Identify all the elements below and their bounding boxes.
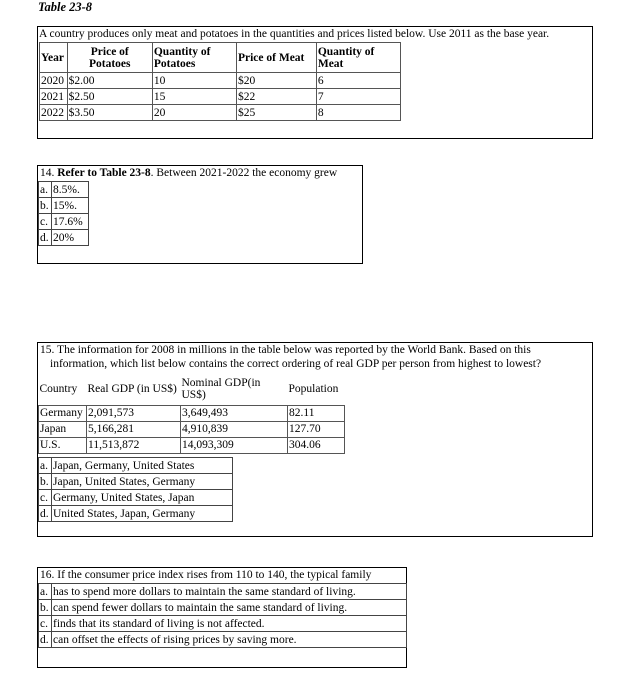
cell-year: 2020	[40, 73, 68, 89]
table-row	[39, 405, 345, 421]
table-row	[40, 73, 401, 89]
answer-option-c[interactable]	[39, 214, 89, 230]
answer-letter: b.	[39, 198, 52, 214]
cell-quantity-potatoes: 20	[152, 105, 236, 121]
answer-letter: c.	[39, 490, 52, 506]
answer-option-c[interactable]	[39, 616, 407, 632]
answer-option-a[interactable]	[39, 182, 89, 198]
cell-nominal-gdp: 3,649,493	[181, 405, 288, 421]
question-14	[37, 165, 363, 264]
answer-list	[38, 181, 89, 246]
answer-letter: d.	[39, 632, 52, 648]
answer-text: United States, Japan, Germany	[52, 506, 233, 522]
cell-country: Germany	[39, 405, 87, 421]
cell-nominal-gdp: 14,093,309	[181, 437, 288, 453]
answer-letter: c.	[39, 616, 52, 632]
table-23-8	[39, 42, 401, 121]
header-country: Country	[39, 383, 78, 396]
answer-option-b[interactable]	[39, 600, 407, 616]
table-row	[39, 421, 345, 437]
answer-text: finds that its standard of living is not affected.	[52, 616, 407, 632]
answer-option-d[interactable]	[39, 506, 233, 522]
cell-quantity-potatoes: 15	[152, 89, 236, 105]
cell-price-potatoes: $2.50	[67, 89, 152, 105]
answer-text: Germany, United States, Japan	[52, 490, 233, 506]
header-population: Population	[288, 383, 339, 396]
answer-option-a[interactable]	[39, 458, 233, 474]
answer-text: 8.5%.	[52, 182, 89, 198]
question-16	[37, 567, 407, 668]
cell-year: 2022	[40, 105, 68, 121]
gdp-table	[38, 374, 345, 454]
cell-price-meat: $20	[236, 73, 316, 89]
answer-text: 20%	[52, 230, 89, 246]
answer-text: 15%.	[52, 198, 89, 214]
answer-letter: b.	[39, 600, 52, 616]
answer-option-b[interactable]	[39, 474, 233, 490]
answer-letter: c.	[39, 214, 52, 230]
cell-price-meat: $22	[236, 89, 316, 105]
question-stem: . Between 2021-2022 the economy grew	[150, 167, 338, 179]
answer-text: can spend fewer dollars to maintain the same standard of living.	[52, 600, 407, 616]
answer-letter: a.	[39, 182, 52, 198]
question-reference: Refer to Table 23-8	[57, 167, 151, 179]
cell-year: 2021	[40, 89, 68, 105]
answer-text: has to spend more dollars to maintain the same standard of living.	[52, 584, 407, 600]
cell-price-potatoes: $3.50	[67, 105, 152, 121]
cell-real-gdp: 11,513,872	[87, 437, 181, 453]
cell-real-gdp: 2,091,573	[87, 405, 181, 421]
cell-price-meat: $25	[236, 105, 316, 121]
answer-letter: d.	[39, 506, 52, 522]
question-16-text: 16. If the consumer price index rises from 110 to 140, the typical family	[40, 569, 372, 581]
answer-option-d[interactable]	[39, 632, 407, 648]
cell-quantity-meat: 6	[316, 73, 400, 89]
header-real-gdp: Real GDP (in US$)	[87, 383, 177, 396]
table-title: Table 23-8	[38, 0, 93, 14]
cell-population: 127.70	[288, 421, 345, 437]
cell-quantity-potatoes: 10	[152, 73, 236, 89]
cell-price-potatoes: $2.00	[67, 73, 152, 89]
question-15-line-1: 15. The information for 2008 in millions in the table below was reported by the World Bank. Based on this	[40, 344, 531, 356]
question-14-text	[40, 167, 337, 179]
table-row	[39, 437, 345, 453]
answer-list	[38, 583, 407, 648]
answer-letter: a.	[39, 584, 52, 600]
answer-option-b[interactable]	[39, 198, 89, 214]
answer-text: Japan, Germany, United States	[52, 458, 233, 474]
answer-list	[38, 457, 233, 522]
answer-letter: a.	[39, 458, 52, 474]
question-15	[37, 342, 593, 537]
header-nominal-gdp: Nominal GDP(in US$)	[181, 377, 261, 402]
cell-country: U.S.	[39, 437, 87, 453]
cell-quantity-meat: 8	[316, 105, 400, 121]
table-row	[40, 89, 401, 105]
table-row	[40, 105, 401, 121]
table-23-8-intro: A country produces only meat and potatoes in the quantities and prices listed below. Use 2011 as the base year.	[39, 28, 550, 40]
cell-real-gdp: 5,166,281	[87, 421, 181, 437]
answer-text: 17.6%	[52, 214, 89, 230]
cell-quantity-meat: 7	[316, 89, 400, 105]
cell-population: 304.06	[288, 437, 345, 453]
answer-letter: b.	[39, 474, 52, 490]
table-23-8-container	[37, 26, 593, 139]
header-price-potatoes: Price of Potatoes	[67, 43, 152, 73]
header-quantity-potatoes: Quantity of Potatoes	[152, 43, 236, 73]
cell-country: Japan	[39, 421, 87, 437]
cell-nominal-gdp: 4,910,839	[181, 421, 288, 437]
question-15-line-2: information, which list below contains the correct ordering of real GDP per person from highest to lowest?	[50, 358, 542, 370]
answer-letter: d.	[39, 230, 52, 246]
header-year: Year	[40, 43, 68, 73]
cell-population: 82.11	[288, 405, 345, 421]
answer-option-c[interactable]	[39, 490, 233, 506]
question-number: 14.	[40, 167, 55, 179]
answer-option-d[interactable]	[39, 230, 89, 246]
answer-text: can offset the effects of rising prices by saving more.	[52, 632, 407, 648]
header-quantity-meat: Quantity of Meat	[316, 43, 400, 73]
header-price-meat: Price of Meat	[236, 43, 316, 73]
answer-option-a[interactable]	[39, 584, 407, 600]
answer-text: Japan, United States, Germany	[52, 474, 233, 490]
